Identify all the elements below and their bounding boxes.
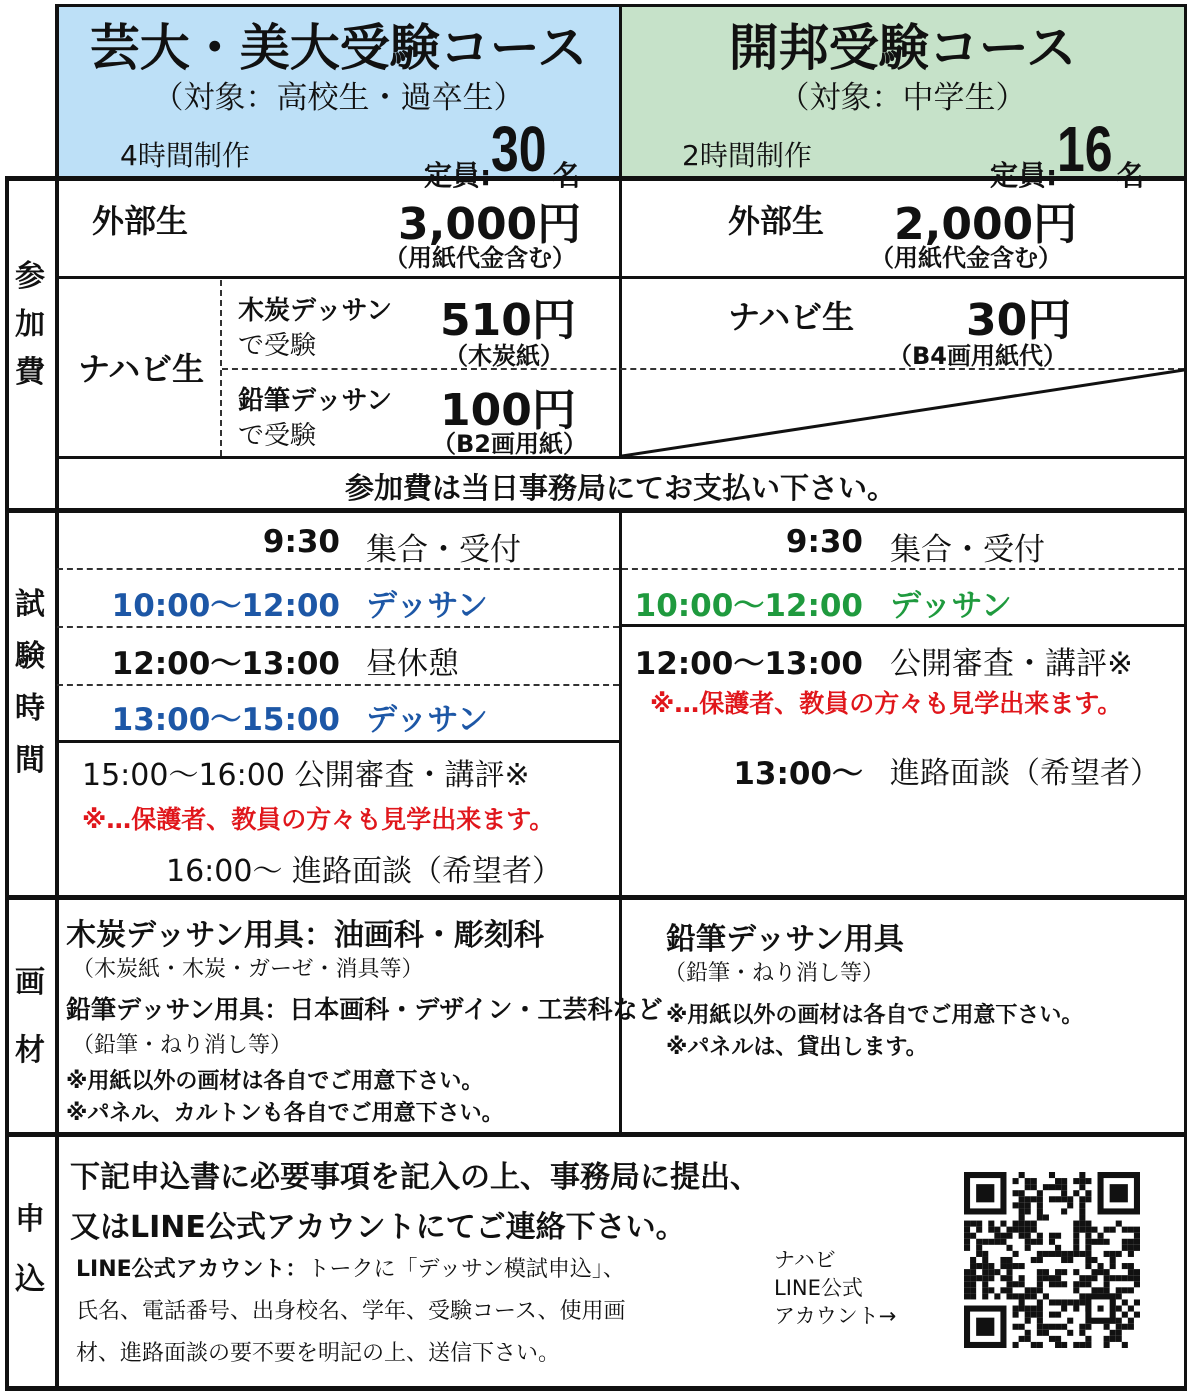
application-line4: 氏名、電話番号、出身校名、学年、受験コース、使用画 bbox=[76, 1299, 626, 1324]
kaiho-course-hours: 2時間制作 bbox=[682, 139, 812, 172]
art-materials-note1: ※用紙以外の画材は各自でご用意下さい。 bbox=[66, 1069, 484, 1094]
art-external-price: 3,000円 bbox=[398, 199, 582, 250]
art-course-capacity: 定員:30 名 bbox=[424, 113, 581, 192]
kaiho-review-note: ※…保護者、教員の方々も見学出来ます。 bbox=[650, 689, 1123, 718]
kaiho-materials-note1: ※用紙以外の画材は各自でご用意下さい。 bbox=[666, 1003, 1084, 1028]
kaiho-time-1: 10:00〜12:00 bbox=[634, 588, 863, 624]
kaiho-desc-2: 公開審査・講評※ bbox=[890, 646, 1133, 682]
art-charcoal-l1: 木炭デッサン bbox=[238, 296, 393, 326]
art-materials-charcoal: 木炭デッサン用具：油画科・彫刻科 bbox=[66, 918, 544, 953]
application-line3: LINE公式アカウント：トークに「デッサン模試申込」、 bbox=[76, 1257, 625, 1282]
fee-section-label: 参 加 費 bbox=[15, 259, 45, 390]
art-desc-0: 集合・受付 bbox=[366, 532, 521, 568]
qr-caption-2: LINE公式 bbox=[774, 1276, 863, 1300]
art-pencil-price: 100円 bbox=[440, 385, 576, 436]
kaiho-course-title: 開邦受験コース bbox=[728, 19, 1077, 77]
kaiho-nahabi-price: 30円 bbox=[966, 295, 1072, 346]
art-course-hours: 4時間制作 bbox=[120, 139, 250, 172]
kaiho-nahabi-note: （B4画用紙代） bbox=[888, 342, 1067, 370]
art-interview: 16:00〜 進路面談（希望者） bbox=[166, 854, 562, 889]
kaiho-course-capacity: 定員:16 名 bbox=[990, 113, 1145, 192]
art-external-note: （用紙代金含む） bbox=[384, 244, 576, 272]
kaiho-external-price: 2,000円 bbox=[894, 199, 1078, 250]
art-time-1: 10:00〜12:00 bbox=[111, 588, 340, 624]
kaiho-desc-1: デッサン bbox=[890, 588, 1012, 624]
kaiho-external-note: （用紙代金含む） bbox=[870, 244, 1062, 272]
art-pencil-l1: 鉛筆デッサン bbox=[238, 386, 393, 416]
art-review: 15:00〜16:00 公開審査・講評※ bbox=[82, 758, 530, 793]
art-materials-pencil: 鉛筆デッサン用具：日本画科・デザイン・工芸科など bbox=[66, 995, 663, 1024]
kaiho-external-label: 外部生 bbox=[728, 202, 825, 240]
art-course-title: 芸大・美大受験コース bbox=[89, 19, 588, 77]
kaiho-nahabi-label: ナハビ生 bbox=[728, 298, 855, 336]
kaiho-time-0: 9:30 bbox=[785, 524, 863, 560]
art-materials-pencil-items: （鉛筆・ねり消し等） bbox=[72, 1033, 293, 1058]
not-applicable-slash bbox=[620, 368, 1186, 458]
art-nahabi-label: ナハビ生 bbox=[78, 350, 205, 388]
payment-note: 参加費は当日事務局にてお支払い下さい。 bbox=[344, 471, 896, 505]
kaiho-materials-pencil: 鉛筆デッサン用具 bbox=[666, 922, 904, 957]
art-desc-1: デッサン bbox=[366, 588, 488, 624]
kaiho-course-target: （対象：中学生） bbox=[778, 80, 1027, 116]
application-line5: 材、進路面談の要不要を明記の上、送信下さい。 bbox=[76, 1341, 561, 1366]
application-section-label: 申 込 bbox=[15, 1202, 45, 1297]
art-charcoal-l2: で受験 bbox=[238, 331, 317, 361]
art-review-note: ※…保護者、教員の方々も見学出来ます。 bbox=[82, 805, 555, 834]
kaiho-interview-time: 13:00〜 bbox=[733, 756, 863, 792]
kaiho-interview-desc: 進路面談（希望者） bbox=[890, 756, 1160, 791]
art-pencil-note: （B2画用紙） bbox=[432, 430, 587, 458]
art-external-label: 外部生 bbox=[92, 202, 189, 240]
art-time-0: 9:30 bbox=[262, 524, 340, 560]
schedule-section-label: 試 験 時 間 bbox=[15, 587, 45, 778]
art-materials-charcoal-items: （木炭紙・木炭・ガーゼ・消具等） bbox=[72, 957, 424, 982]
art-materials-note2: ※パネル、カルトンも各自でご用意下さい。 bbox=[66, 1101, 504, 1126]
application-line1: 下記申込書に必要事項を記入の上、事務局に提出、 bbox=[70, 1160, 760, 1195]
application-line2: 又はLINE公式アカウントにてご連絡下さい。 bbox=[70, 1210, 686, 1245]
art-time-3: 13:00〜15:00 bbox=[111, 702, 340, 738]
qr-caption-1: ナハビ bbox=[774, 1248, 836, 1272]
kaiho-desc-0: 集合・受付 bbox=[890, 532, 1045, 568]
kaiho-time-2: 12:00〜13:00 bbox=[634, 646, 863, 682]
kaiho-materials-note2: ※パネルは、貸出します。 bbox=[666, 1035, 928, 1060]
art-charcoal-price: 510円 bbox=[440, 295, 576, 346]
art-desc-2: 昼休憩 bbox=[366, 646, 459, 682]
line-qr-code[interactable] bbox=[964, 1172, 1140, 1348]
materials-section-label: 画 材 bbox=[15, 965, 45, 1068]
art-course-target: （対象：高校生・過卒生） bbox=[152, 80, 525, 116]
art-desc-3: デッサン bbox=[366, 702, 488, 738]
kaiho-materials-items: （鉛筆・ねり消し等） bbox=[664, 961, 885, 986]
art-time-2: 12:00〜13:00 bbox=[111, 646, 340, 682]
art-charcoal-note: （木炭紙） bbox=[444, 342, 564, 370]
qr-caption-3: アカウント→ bbox=[774, 1304, 897, 1328]
art-pencil-l2: で受験 bbox=[238, 421, 317, 451]
